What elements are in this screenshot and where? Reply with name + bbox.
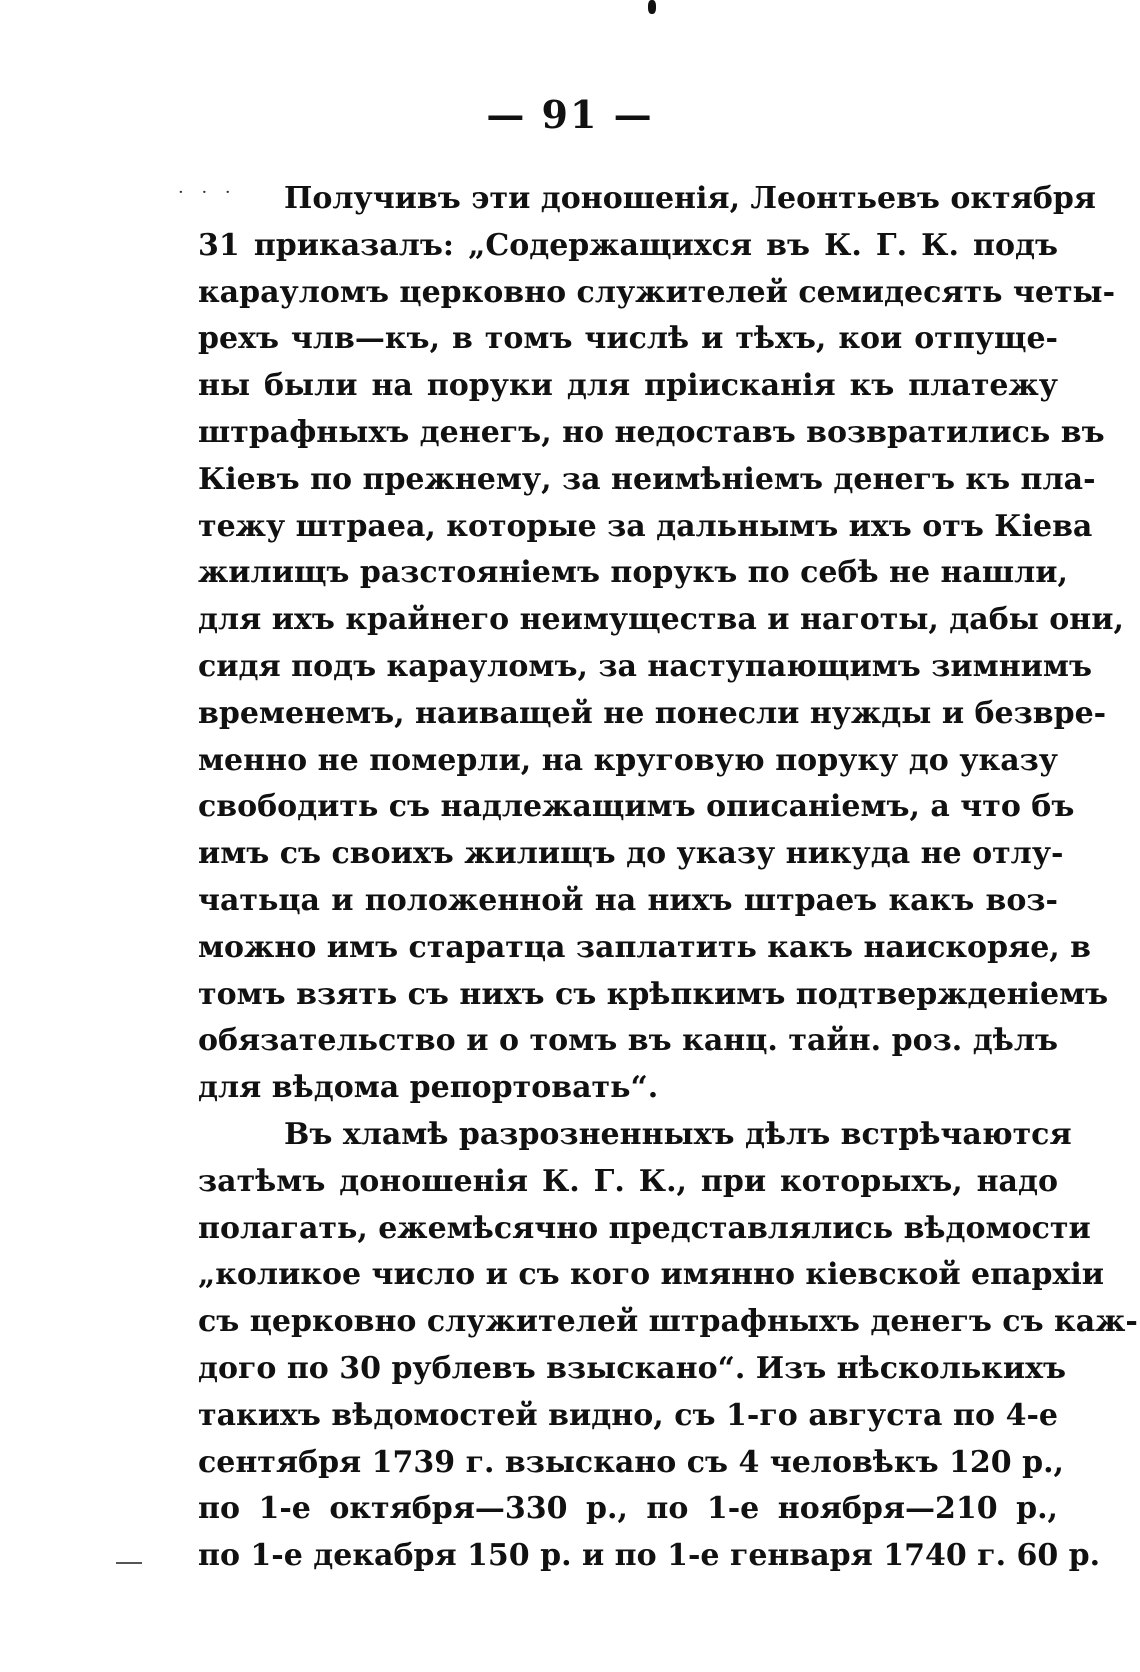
ink-speck	[648, 0, 656, 14]
margin-rule	[116, 1562, 142, 1564]
text-line: для ихъ крайнего неимущества и наготы, дабы они,	[198, 602, 1124, 638]
text-line: „коликое число и съ кого имянно кіевской епархіи	[198, 1257, 1105, 1293]
text-line: 31 приказалъ: „Содержащихся въ К. Г. К. подъ	[198, 227, 1058, 263]
text-line: можно имъ старатца заплатить какъ наискоряе, в	[198, 929, 1092, 965]
text-line: Получивъ эти доношенія, Леонтьевъ октября	[284, 181, 1096, 216]
text-line: менно не померли, на круговую поруку до указу	[198, 742, 1058, 778]
text-line: по 1-е декабря 150 р. и по 1-е генваря 1740 г. 60 р.	[198, 1538, 1101, 1574]
text-line: по 1-е октября—330 р., по 1-е ноября—210 р.,	[198, 1491, 1058, 1527]
text-line: имъ съ своихъ жилищъ до указу никуда не отлу-	[198, 836, 1064, 872]
text-line: чатьца и положенной на нихъ штраеъ какъ воз-	[198, 882, 1058, 918]
text-line: такихъ вѣдомостей видно, съ 1-го августа по 4-е	[198, 1397, 1058, 1433]
text-line: сентября 1739 г. взыскано съ 4 человѣкъ 120 р.,	[198, 1444, 1064, 1480]
text-line: сидя подъ карауломъ, за наступающимъ зимнимъ	[198, 648, 1092, 684]
text-line: томъ взять съ нихъ съ крѣпкимъ подтвержденіемъ	[198, 976, 1109, 1012]
text-line: тежу штраеа, которые за дальнымъ ихъ отъ Кіева	[198, 508, 1093, 544]
paragraph-1	[198, 176, 1124, 1112]
text-line: для вѣдома репортовать“.	[198, 1070, 659, 1106]
text-line: временемъ, наиващей не понесли нужды и безвре-	[198, 695, 1107, 731]
text-line: штрафныхъ денегъ, но недоставъ возвратились въ	[198, 414, 1105, 450]
text-line: съ церковно служителей штрафныхъ денегъ съ каж-	[198, 1304, 1138, 1340]
body-text	[198, 176, 1138, 1580]
text-line: рехъ члв—къ, в томъ числѣ и тѣхъ, кои отпуще-	[198, 321, 1058, 357]
paragraph-2	[198, 1112, 1138, 1580]
text-line: ны были на поруки для пріисканія къ платежу	[198, 368, 1058, 404]
text-line: полагать, ежемѣсячно представлялись вѣдомости	[198, 1210, 1091, 1246]
text-line: Кіевъ по прежнему, за неимѣніемъ денегъ къ пла-	[198, 461, 1096, 497]
text-line: дого по 30 рублевъ взыскано“. Изъ нѣсколькихъ	[198, 1350, 1066, 1386]
margin-mark: · · ·	[178, 182, 237, 203]
page-number: — 91 —	[486, 92, 654, 137]
text-line: жилищъ разстояніемъ порукъ по себѣ не нашли,	[198, 555, 1068, 591]
text-line: карауломъ церковно служителей семидесять четы-	[198, 274, 1116, 310]
text-line: обязательство и о томъ въ канц. тайн. роз. дѣлъ	[198, 1023, 1058, 1059]
text-line: затѣмъ доношенія К. Г. К., при которыхъ, надо	[198, 1163, 1058, 1199]
text-line: свободить съ надлежащимъ описаніемъ, а что бъ	[198, 789, 1075, 825]
text-line: Въ хламѣ разрозненныхъ дѣлъ встрѣчаются	[284, 1116, 1072, 1152]
